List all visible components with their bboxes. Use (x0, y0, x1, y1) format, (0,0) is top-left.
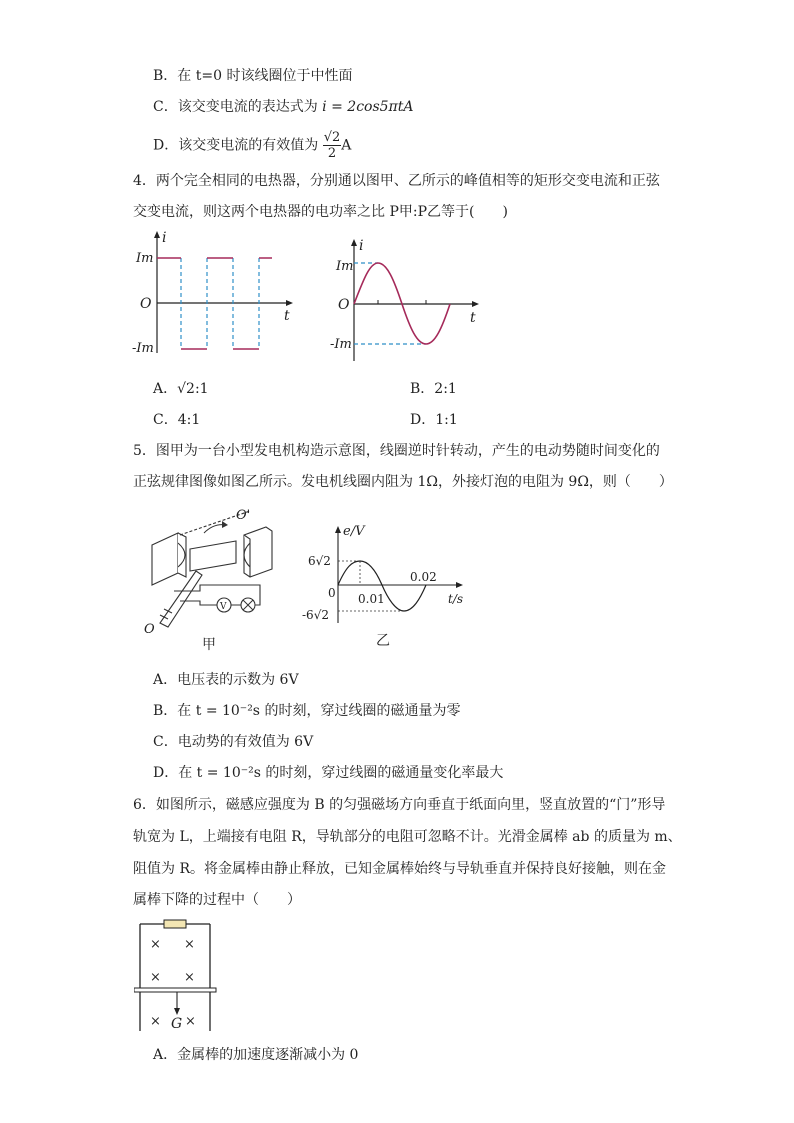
q6-stem-line1: 6．如图所示，磁感应强度为 B 的匀强磁场方向垂直于纸面向里，竖直放置的“门”形导 (133, 797, 666, 813)
label-o-prime: O' (236, 508, 251, 523)
metal-rod (134, 988, 216, 992)
q4-stem-line1: 4．两个完全相同的电热器，分别通以图甲、乙所示的峰值相等的矩形交变电流和正弦 (133, 173, 660, 189)
sine-origin: O (338, 297, 350, 313)
q4-square-wave-figure (130, 228, 300, 358)
q4-stem-line2: 交变电流，则这两个电热器的电功率之比 P甲:P乙等于( ) (133, 204, 508, 220)
gravity-label: G (171, 1016, 183, 1032)
emf-x-arrow (456, 582, 463, 588)
svg-text:×: × (150, 970, 161, 985)
q3-option-d-denominator: 2 (327, 146, 337, 161)
q3-option-c (153, 98, 414, 116)
q4-option-d: D．1:1 (410, 412, 458, 428)
q4-option-c: C．4:1 (153, 412, 201, 428)
rotation-arrow-head (222, 521, 228, 528)
q5-stem-line1: 5．图甲为一台小型发电机构造示意图，线圈逆时针转动，产生的电动势随时间变化的 (133, 443, 660, 459)
sine-x-arrow (472, 301, 479, 307)
q5-option-b: B．在 t = 10⁻²s 的时刻，穿过线圈的磁通量为零 (153, 703, 461, 719)
q5-option-a: A．电压表的示数为 6V (153, 672, 299, 688)
svg-text:×: × (184, 937, 195, 952)
q3-option-d (153, 130, 351, 161)
square-x-label: t (284, 308, 290, 324)
emf-y-label: e/V (343, 524, 365, 539)
emf-t1-label: 0.01 (358, 592, 385, 606)
emf-x-label: t/s (448, 592, 464, 606)
svg-text:×: × (150, 1014, 161, 1029)
resistor-icon (164, 920, 186, 928)
q6-stem-line4: 属棒下降的过程中（ ） (133, 892, 301, 908)
generator-magnet-left (152, 533, 186, 585)
sine-bottom-label: -Im (330, 337, 352, 352)
sine-y-arrow (351, 239, 357, 246)
sine-top-label: Im (336, 259, 354, 274)
emf-bottom-label: -6√2 (302, 608, 329, 622)
square-bottom-label: -Im (132, 341, 154, 356)
q4-option-a: A．√2:1 (153, 381, 209, 397)
q6-stem-line3: 阻值为 R。将金属棒由静止释放，已知金属棒始终与导轨垂直并保持良好接触，则在金 (133, 861, 666, 877)
q3-option-d-label: D．该交变电流的有效值为 (153, 137, 323, 154)
q3-option-b: B．在 t=0 时该线圈位于中性面 (153, 68, 353, 84)
q3-option-d-unit: A (341, 137, 352, 154)
q4-sine-wave-figure (330, 236, 490, 366)
q5-generator-figure (140, 505, 290, 655)
caption-jia: 甲 (202, 637, 216, 653)
square-x-arrow (286, 300, 293, 306)
q3-option-c-label: C．该交变电流的表达式为 (153, 99, 323, 115)
generator-magnet-right (244, 527, 272, 577)
label-o: O (144, 622, 155, 637)
square-y-label: i (162, 230, 167, 246)
q3-option-c-formula: i = 2cos5πtA (322, 99, 414, 115)
emf-origin: 0 (328, 586, 336, 600)
q3-option-d-fraction (323, 130, 342, 161)
svg-text:×: × (150, 937, 161, 952)
square-origin: O (140, 296, 152, 312)
emf-y-arrow (335, 526, 341, 533)
q5-option-c: C．电动势的有效值为 6V (153, 734, 314, 750)
emf-t2-label: 0.02 (410, 570, 437, 584)
gravity-arrow-head (174, 1008, 180, 1015)
sine-y-label: i (359, 238, 364, 254)
q6-stem-line2: 轨宽为 L，上端接有电阻 R，导轨部分的电阻可忽略不计。光滑金属棒 ab 的质量为 m、 (133, 829, 682, 845)
q3-option-d-numerator: √2 (323, 130, 341, 145)
q6-option-a: A．金属棒的加速度逐渐减小为 0 (153, 1047, 359, 1063)
q6-rail-figure (134, 915, 234, 1033)
generator-shaft (160, 571, 202, 627)
emf-top-label: 6√2 (308, 554, 331, 568)
q5-stem-line2: 正弦规律图像如图乙所示。发电机线圈内阻为 1Ω，外接灯泡的电阻为 9Ω，则（ ） (133, 474, 673, 490)
square-y-arrow (154, 231, 160, 238)
svg-text:×: × (185, 1014, 196, 1029)
q5-option-d: D．在 t = 10⁻²s 的时刻，穿过线圈的磁通量变化率最大 (153, 765, 504, 781)
square-top-label: Im (136, 251, 154, 266)
q5-emf-graph (300, 505, 480, 655)
voltmeter-label: V (220, 602, 227, 612)
svg-text:×: × (184, 970, 195, 985)
q4-option-b: B．2:1 (410, 381, 457, 397)
sine-x-label: t (470, 310, 476, 326)
caption-yi: 乙 (376, 633, 390, 649)
